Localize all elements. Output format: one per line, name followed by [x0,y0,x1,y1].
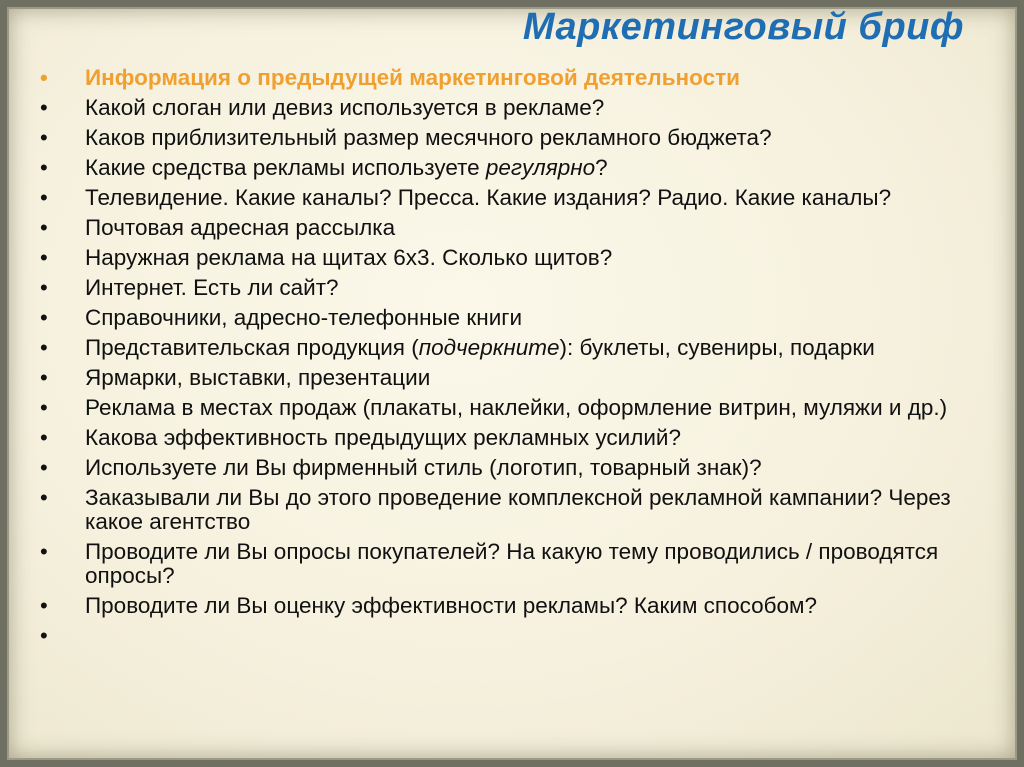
bullet-item: • Какой слоган или девиз используется в рекламе? [40,96,990,120]
slide-title: Маркетинговый бриф [522,6,964,48]
bullet-item: • Проводите ли Вы опросы покупателей? На какую тему проводились / проводятся опросы? [40,540,990,588]
bullet-item: • Используете ли Вы фирменный стиль (логотип, товарный знак)? [40,456,990,480]
bullet-text: Представительская продукция ( [85,335,419,360]
bullet-italic-text: регулярно [485,155,596,180]
bullet-item: • Интернет. Есть ли сайт? [40,276,990,300]
bullet-item: • Телевидение. Какие каналы? Пресса. Какие издания? Радио. Какие каналы? [40,186,990,210]
bullet-item: • Заказывали ли Вы до этого проведение комплексной рекламной кампании? Через какое агентство [40,486,990,534]
bullet-item: • Проводите ли Вы оценку эффективности рекламы? Каким способом? [40,594,990,618]
bullet-item: • Почтовая адресная рассылка [40,216,990,240]
bullet-heading: • Информация о предыдущей маркетинговой деятельности [40,66,990,90]
bullet-item: • Какова эффективность предыдущих рекламных усилий? [40,426,990,450]
bullet-item-empty [40,624,990,648]
bullet-item: • Ярмарки, выставки, презентации [40,366,990,390]
bullet-text: ): буклеты, сувениры, подарки [559,335,875,360]
bullet-italic-text: подчеркните [418,335,560,360]
bullet-item: • Наружная реклама на щитах 6х3. Сколько щитов? [40,246,990,270]
bullet-item [40,336,990,360]
bullet-item [40,156,990,180]
bullet-item: • Справочники, адресно-телефонные книги [40,306,990,330]
bullet-text: Какие средства рекламы используете [85,155,486,180]
bullet-text: ? [595,155,608,180]
bullet-item: • Каков приблизительный размер месячного рекламного бюджета? [40,126,990,150]
bullet-item: • Реклама в местах продаж (плакаты, наклейки, оформление витрин, муляжи и др.) [40,396,990,420]
bullet-list [40,66,990,654]
